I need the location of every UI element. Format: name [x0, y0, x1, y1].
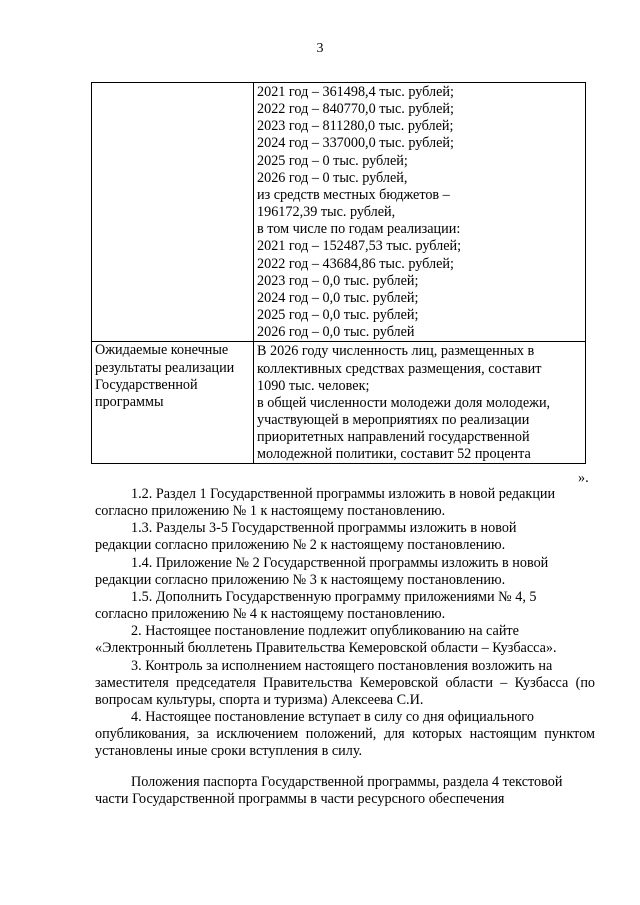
- paragraph-3: [95, 658, 595, 709]
- result-line: участвующей в мероприятиях по реализации: [257, 411, 530, 428]
- closing-quote: ».: [578, 470, 589, 486]
- table-row: [92, 342, 586, 464]
- funding-line: 2022 год – 840770,0 тыс. рублей;: [257, 101, 454, 118]
- funding-line: 2023 год – 0,0 тыс. рублей;: [257, 272, 419, 289]
- result-line: коллективных средствах размещения, составит: [257, 360, 542, 377]
- paragraph-first-line: 3. Контроль за исполнением настоящего постановления возложить на: [131, 657, 553, 674]
- paragraph-first-line: 1.4. Приложение № 2 Государственной программы изложить в новой: [131, 554, 549, 571]
- funding-line: 196172,39 тыс. рублей,: [257, 204, 396, 221]
- paragraph-rest: согласно приложению № 1 к настоящему постановлению.: [95, 503, 446, 520]
- funding-line: 2025 год – 0,0 тыс. рублей;: [257, 307, 419, 324]
- result-line: молодежной политики, составит 52 процента: [257, 446, 531, 463]
- paragraph-rest: согласно приложению № 4 к настоящему постановлению.: [95, 606, 446, 623]
- result-line: в общей численности молодежи доля молодежи,: [257, 394, 551, 411]
- result-line: приоритетных направлений государственной: [257, 429, 530, 446]
- funding-line: 2023 год – 811280,0 тыс. рублей;: [257, 118, 454, 135]
- funding-line: 2021 год – 361498,4 тыс. рублей;: [257, 84, 454, 100]
- paragraph-first-line: 2. Настоящее постановление подлежит опубликованию на сайте: [131, 623, 519, 640]
- paragraph-rest: редакции согласно приложению № 2 к настоящему постановлению.: [95, 537, 506, 554]
- paragraph-first-line: 1.3. Разделы 3-5 Государственной программы изложить в новой: [131, 520, 517, 537]
- paragraph-rest: редакции согласно приложению № 3 к настоящему постановлению.: [95, 571, 506, 588]
- result-line: В 2026 году численность лиц, размещенных в: [257, 343, 535, 360]
- paragraph-rest: заместителя председателя Правительства Кемеровской области – Кузбасса (по вопросам культуры, спорта и туризма) Алексеева С.И.: [95, 674, 595, 708]
- table-cell-results-label: [92, 342, 254, 464]
- funding-line: 2024 год – 337000,0 тыс. рублей;: [257, 135, 454, 152]
- funding-line: 2026 год – 0,0 тыс. рублей: [257, 324, 415, 341]
- paragraph-rest: части Государственной программы в части ресурсного обеспечения: [95, 790, 505, 807]
- label-line: программы: [95, 393, 164, 410]
- paragraph-2: [95, 623, 595, 657]
- paragraph-first-line: 4. Настоящее постановление вступает в силу со дня официального: [131, 709, 534, 726]
- resolution-text: [95, 486, 595, 808]
- funding-line: 2024 год – 0,0 тыс. рублей;: [257, 289, 419, 306]
- paragraph-4: [95, 709, 595, 760]
- table-cell-empty: [92, 83, 254, 342]
- funding-line: 2021 год – 152487,53 тыс. рублей;: [257, 238, 462, 255]
- paragraph-provisions: [95, 774, 595, 808]
- table-row: [92, 83, 586, 342]
- page-number: 3: [316, 41, 324, 56]
- passport-table: [91, 82, 586, 464]
- label-line: Государственной: [95, 376, 198, 393]
- paragraph-first-line: 1.2. Раздел 1 Государственной программы изложить в новой редакции: [131, 486, 556, 502]
- paragraph-rest: опубликования, за исключением положений, для которых настоящим пунктом установлены иные сроки вступления в силу.: [95, 726, 595, 760]
- paragraph-1-2: [95, 486, 595, 520]
- funding-line: 2025 год – 0 тыс. рублей;: [257, 152, 408, 169]
- funding-line: из средств местных бюджетов –: [257, 186, 450, 203]
- label-line: результаты реализации: [95, 359, 235, 376]
- table-cell-results-value: [254, 342, 586, 464]
- funding-line: 2026 год – 0 тыс. рублей,: [257, 169, 408, 186]
- paragraph-1-4: [95, 555, 595, 589]
- funding-line: 2022 год – 43684,86 тыс. рублей;: [257, 255, 454, 272]
- paragraph-first-line: Положения паспорта Государственной программы, раздела 4 текстовой: [131, 773, 563, 790]
- paragraph-1-3: [95, 520, 595, 554]
- label-line: Ожидаемые конечные: [95, 342, 229, 359]
- paragraph-1-5: [95, 589, 595, 623]
- result-line: 1090 тыс. человек;: [257, 377, 370, 394]
- table-cell-funding: [254, 83, 586, 342]
- funding-line: в том числе по годам реализации:: [257, 221, 461, 238]
- paragraph-rest: «Электронный бюллетень Правительства Кемеровской области – Кузбасса».: [95, 640, 557, 657]
- paragraph-first-line: 1.5. Дополнить Государственную программу приложениями № 4, 5: [131, 588, 537, 605]
